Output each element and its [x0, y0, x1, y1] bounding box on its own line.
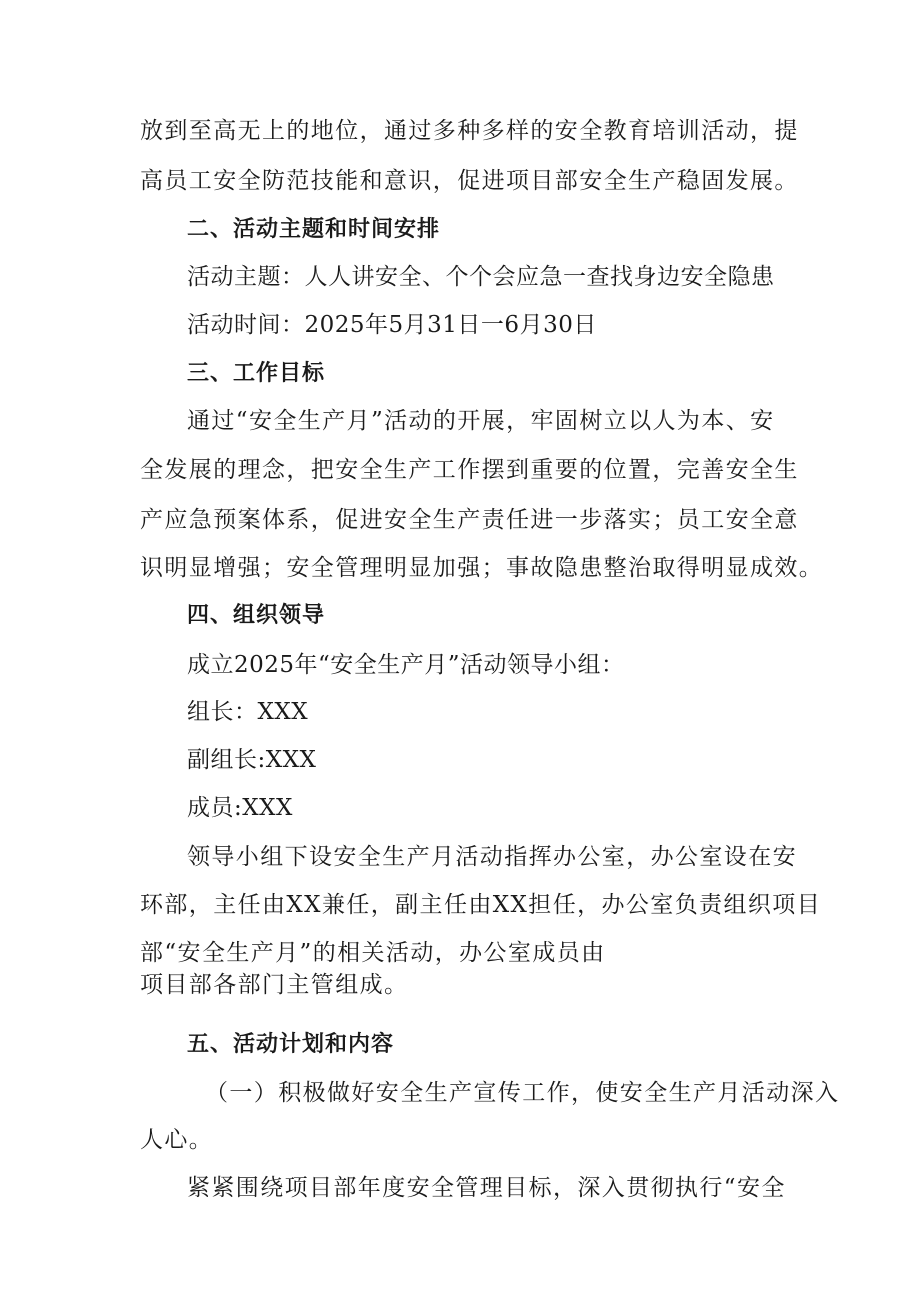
team-leader-line: 组长：XXX: [187, 699, 309, 725]
deputy-leader-line: 副组长:XXX: [187, 747, 317, 773]
section-heading: 三、工作目标: [187, 361, 326, 386]
paragraph-line: 通过“安全生产月”活动的开展，牢固树立以人为本、安: [187, 408, 775, 434]
paragraph-line: 环部，主任由XX兼任，副主任由XX担任，办公室负责组织项目: [140, 892, 822, 918]
paragraph-line: 紧紧围绕项目部年度安全管理目标，深入贯彻执行“安全: [187, 1175, 786, 1201]
paragraph-line: 高员工安全防范技能和意识，促进项目部安全生产稳固发展。: [140, 168, 799, 194]
section-heading: 五、活动计划和内容: [187, 1032, 395, 1057]
subsection-heading: （一）积极做好安全生产宣传工作，使安全生产月活动深入: [205, 1080, 840, 1106]
paragraph-line: 部“安全生产月”的相关活动，办公室成员由: [140, 940, 606, 966]
paragraph-line: 产应急预案体系，促进安全生产责任进一步落实；员工安全意: [140, 507, 799, 533]
section-heading: 四、组织领导: [187, 603, 326, 628]
paragraph-line: 领导小组下设安全生产月活动指挥办公室，办公室设在安: [187, 844, 797, 870]
paragraph-line: 人心。: [140, 1127, 214, 1153]
activity-time-line: 活动时间：2025年5月31日一6月30日: [187, 312, 597, 338]
paragraph-line: 识明显增强；安全管理明显加强；事故隐患整治取得明显成效。: [140, 555, 824, 581]
members-line: 成员:XXX: [187, 795, 293, 821]
activity-theme-line: 活动主题：人人讲安全、个个会应急一查找身边安全隐患: [187, 264, 775, 290]
paragraph-line: 成立2025年“安全生产月”活动领导小组：: [187, 652, 625, 678]
section-heading: 二、活动主题和时间安排: [187, 217, 441, 242]
paragraph-line: 全发展的理念，把安全生产工作摆到重要的位置，完善安全生: [140, 457, 799, 483]
paragraph-line: 项目部各部门主管组成。: [140, 972, 409, 998]
paragraph-line: 放到至高无上的地位，通过多种多样的安全教育培训活动，提: [140, 118, 799, 144]
